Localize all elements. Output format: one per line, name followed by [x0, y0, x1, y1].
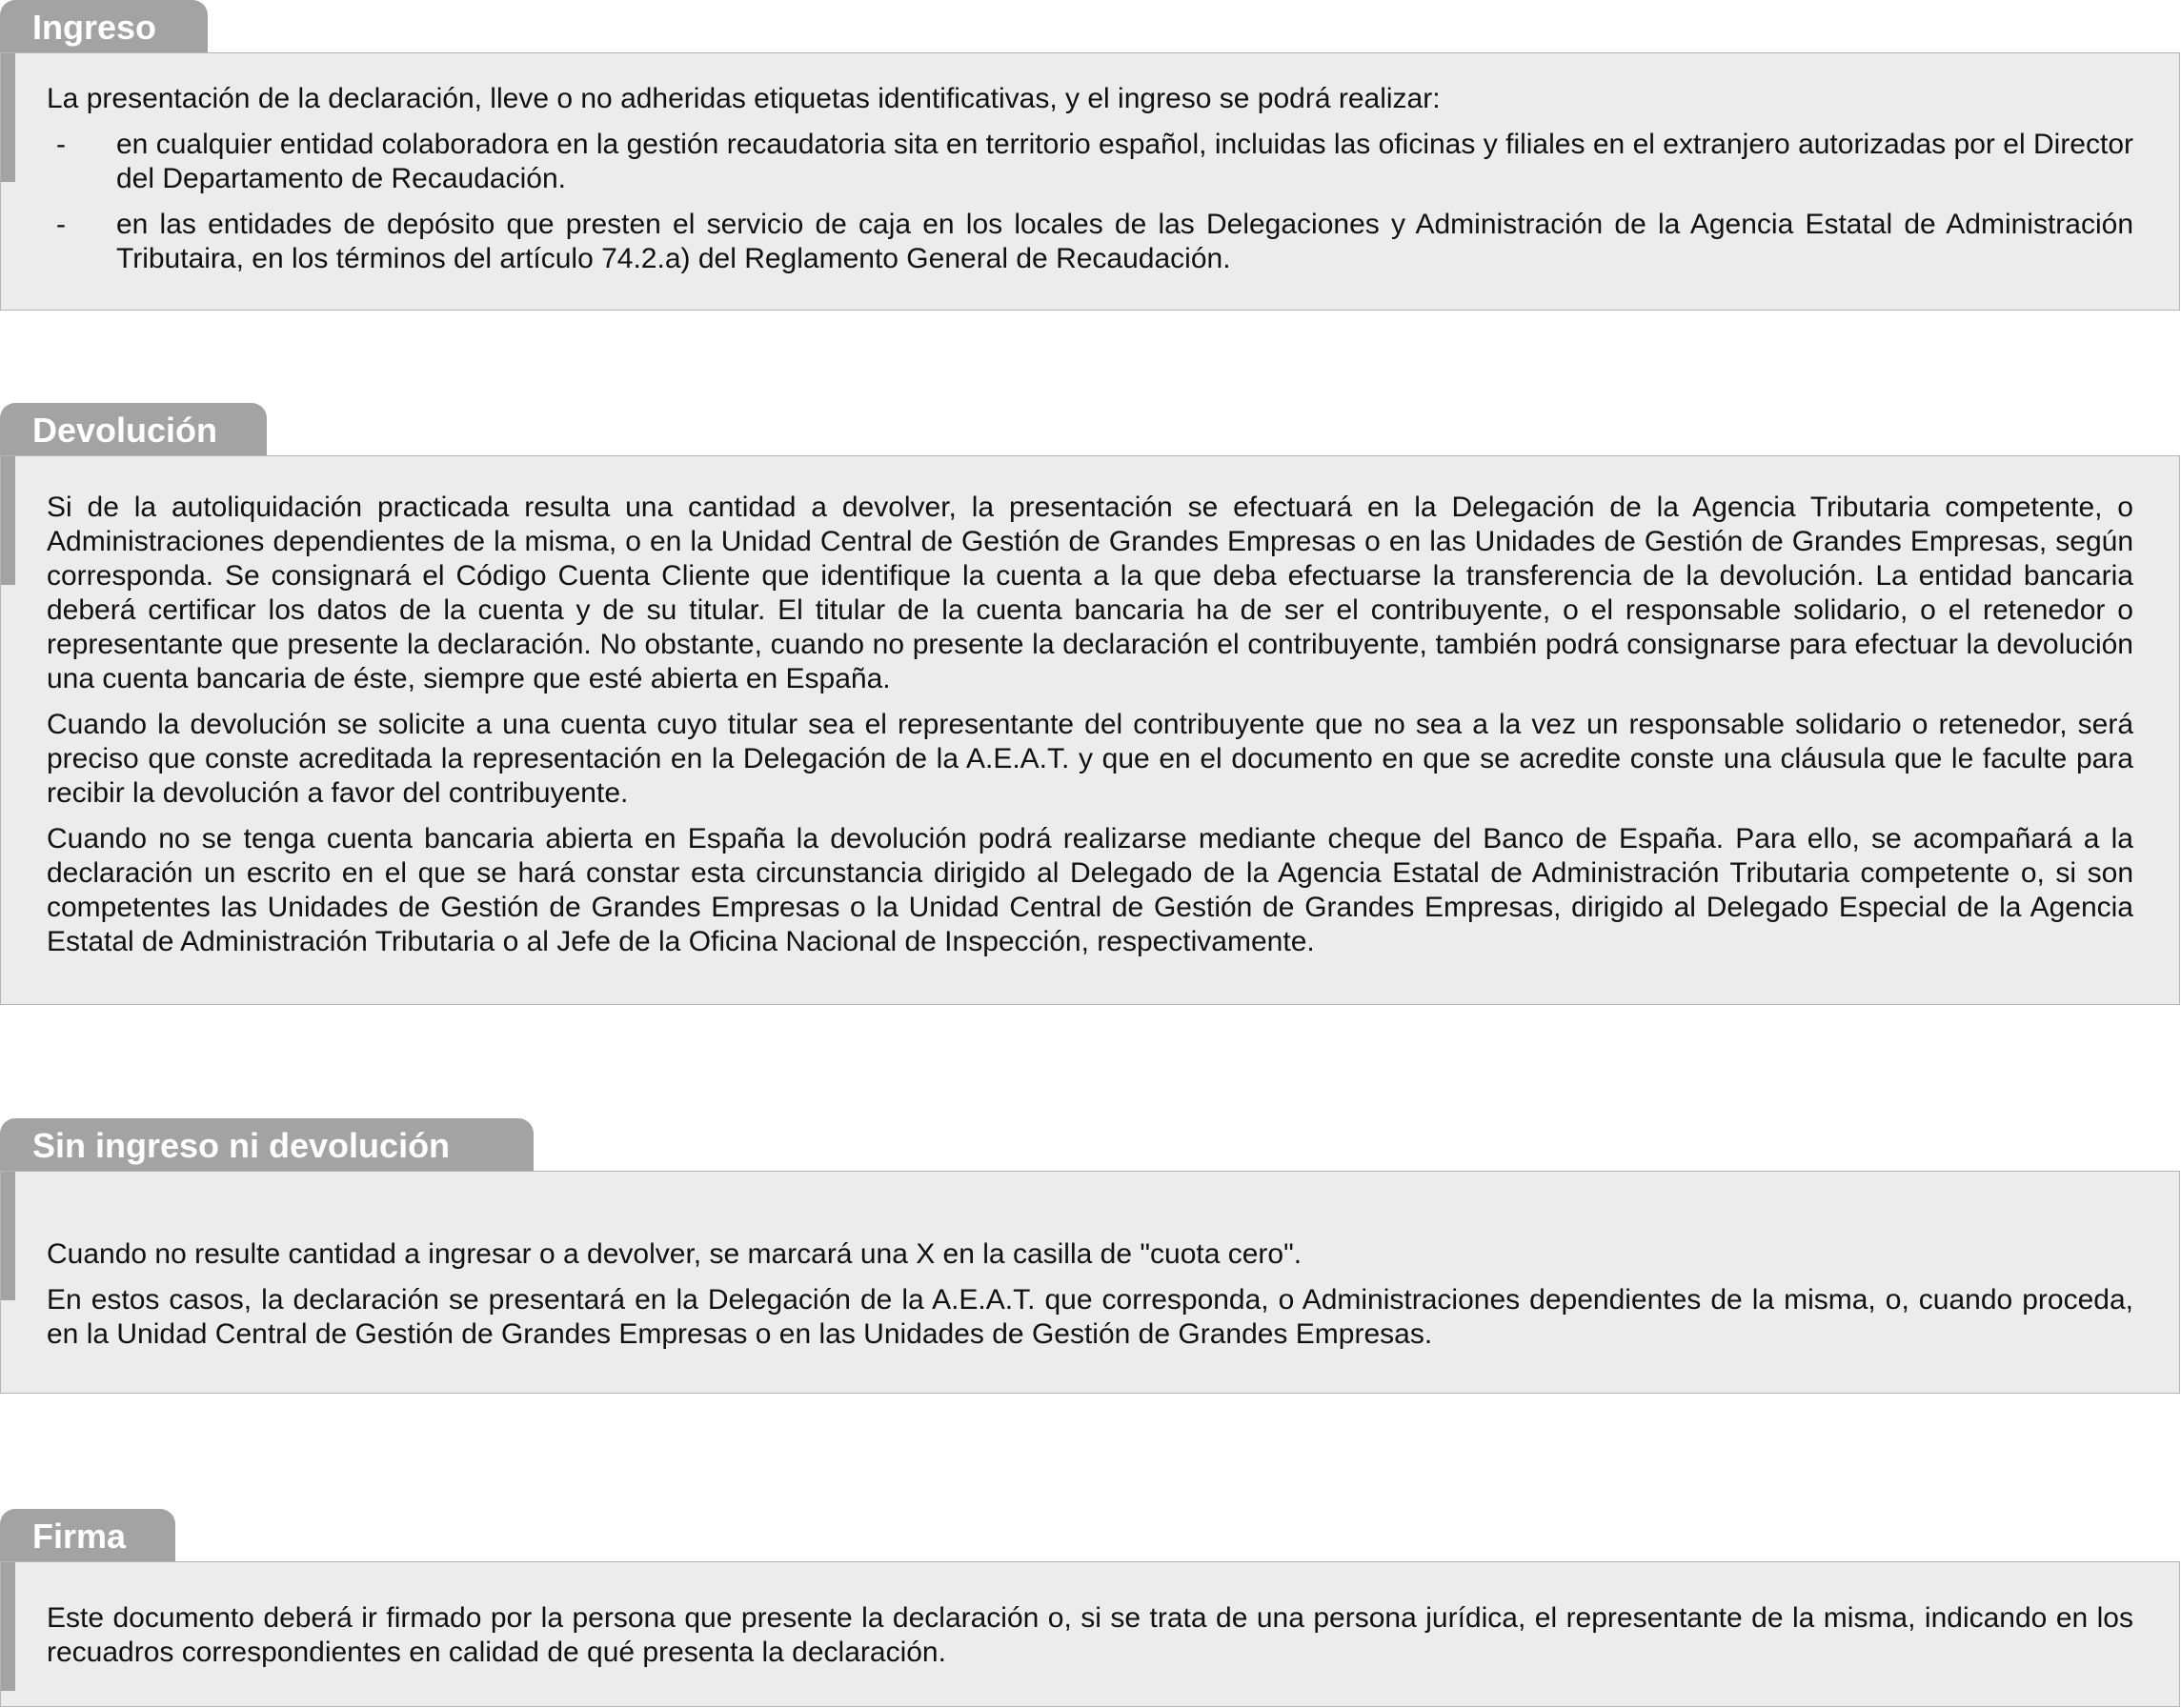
paragraph: La presentación de la declaración, lleve o no adheridas etiquetas identificativas, y el ingreso se podrá realizar: — [47, 83, 1441, 114]
section-devolucion — [0, 403, 2181, 1005]
left-accent-bar — [1, 53, 15, 182]
section-body-devolucion — [0, 455, 2180, 1005]
left-accent-bar — [1, 1562, 15, 1691]
section-sin-ingreso — [0, 1118, 2181, 1394]
list-item-text: en las entidades de depósito que presten el servicio de caja en los locales de las Delegaciones y Administración de la Agencia Estatal de Administración Tributaira, en los términos del artículo 74.2.a) del Reglamento General de Recaudación. — [116, 209, 2133, 274]
bullet-marker: - — [56, 209, 66, 240]
section-title-sin-ingreso: Sin ingreso ni devolución — [0, 1118, 534, 1174]
paragraph: Cuando no se tenga cuenta bancaria abierta en España la devolución podrá realizarse mediante cheque del Banco de España. Para ello, se acompañará a la declaración un escrito en el que se hará constar esta circunstancia dirigido al Delegado de la Agencia Estatal de Administración Tributaria competente o, si son competentes las Unidades de Gestión de Grandes Empresas o la Unidad Central de Gestión de Grandes Empresas, dirigido al Delegado Especial de la Agencia Estatal de Administración Tributaria o al Jefe de la Oficina Nacional de Inspección, respectivamente. — [47, 823, 2133, 957]
paragraph: En estos casos, la declaración se presentará en la Delegación de la A.E.A.T. que corresponda, o Administraciones dependientes de la misma, o, cuando proceda, en la Unidad Central de Gestión de Grandes Empresas o en las Unidades de Gestión de Grandes Empresas. — [47, 1284, 2133, 1350]
section-title-devolucion: Devolución — [0, 403, 267, 458]
left-accent-bar — [1, 456, 15, 585]
bullet-list — [47, 128, 2133, 276]
section-body-firma — [0, 1561, 2180, 1707]
section-body-sin-ingreso — [0, 1171, 2180, 1394]
paragraph: Cuando la devolución se solicite a una cuenta cuyo titular sea el representante del contribuyente que no sea a la vez un responsable solidario o retenedor, será preciso que conste acreditada la representación en la Delegación de la A.E.A.T. y que en el documento en que se acredite conste una cláusula que le faculte para recibir la devolución a favor del contribuyente. — [47, 709, 2133, 809]
section-title-ingreso: Ingreso — [0, 0, 208, 55]
list-item — [47, 128, 2133, 196]
list-item-text: en cualquier entidad colaboradora en la gestión recaudatoria sita en territorio español, incluidas las oficinas y filiales en el extranjero autorizadas por el Director del Departamento de Recaudación. — [116, 129, 2133, 194]
list-item — [47, 208, 2133, 276]
paragraph: Cuando no resulte cantidad a ingresar o a devolver, se marcará una X en la casilla de "cuota cero". — [47, 1238, 1303, 1270]
section-firma — [0, 1509, 2181, 1708]
section-ingreso — [0, 0, 2181, 311]
left-accent-bar — [1, 1172, 15, 1300]
bullet-marker: - — [56, 129, 66, 160]
paragraph: Si de la autoliquidación practicada resulta una cantidad a devolver, la presentación se efectuará en la Delegación de la Agencia Tributaria competente, o Administraciones dependientes de la misma, o en la Unidad Central de Gestión de Grandes Empresas o en las Unidades de Gestión de Grandes Empresas, según corresponda. Se consignará el Código Cuenta Cliente que identifique la cuenta a la que deba efectuarse la transferencia de la devolución. La entidad bancaria deberá certificar los datos de la cuenta y de su titular. El titular de la cuenta bancaria ha de ser el contribuyente, o el responsable solidario, o el retenedor o representante que presente la declaración. No obstante, cuando no presente la declaración el contribuyente, también podrá consignarse para efectuar la devolución una cuenta bancaria de éste, siempre que esté abierta en España. — [47, 492, 2133, 694]
section-body-ingreso — [0, 52, 2180, 311]
section-title-firma: Firma — [0, 1509, 175, 1564]
paragraph: Este documento deberá ir firmado por la persona que presente la declaración o, si se trata de una persona jurídica, el representante de la misma, indicando en los recuadros correspondientes en calidad de qué presenta la declaración. — [47, 1602, 2133, 1668]
